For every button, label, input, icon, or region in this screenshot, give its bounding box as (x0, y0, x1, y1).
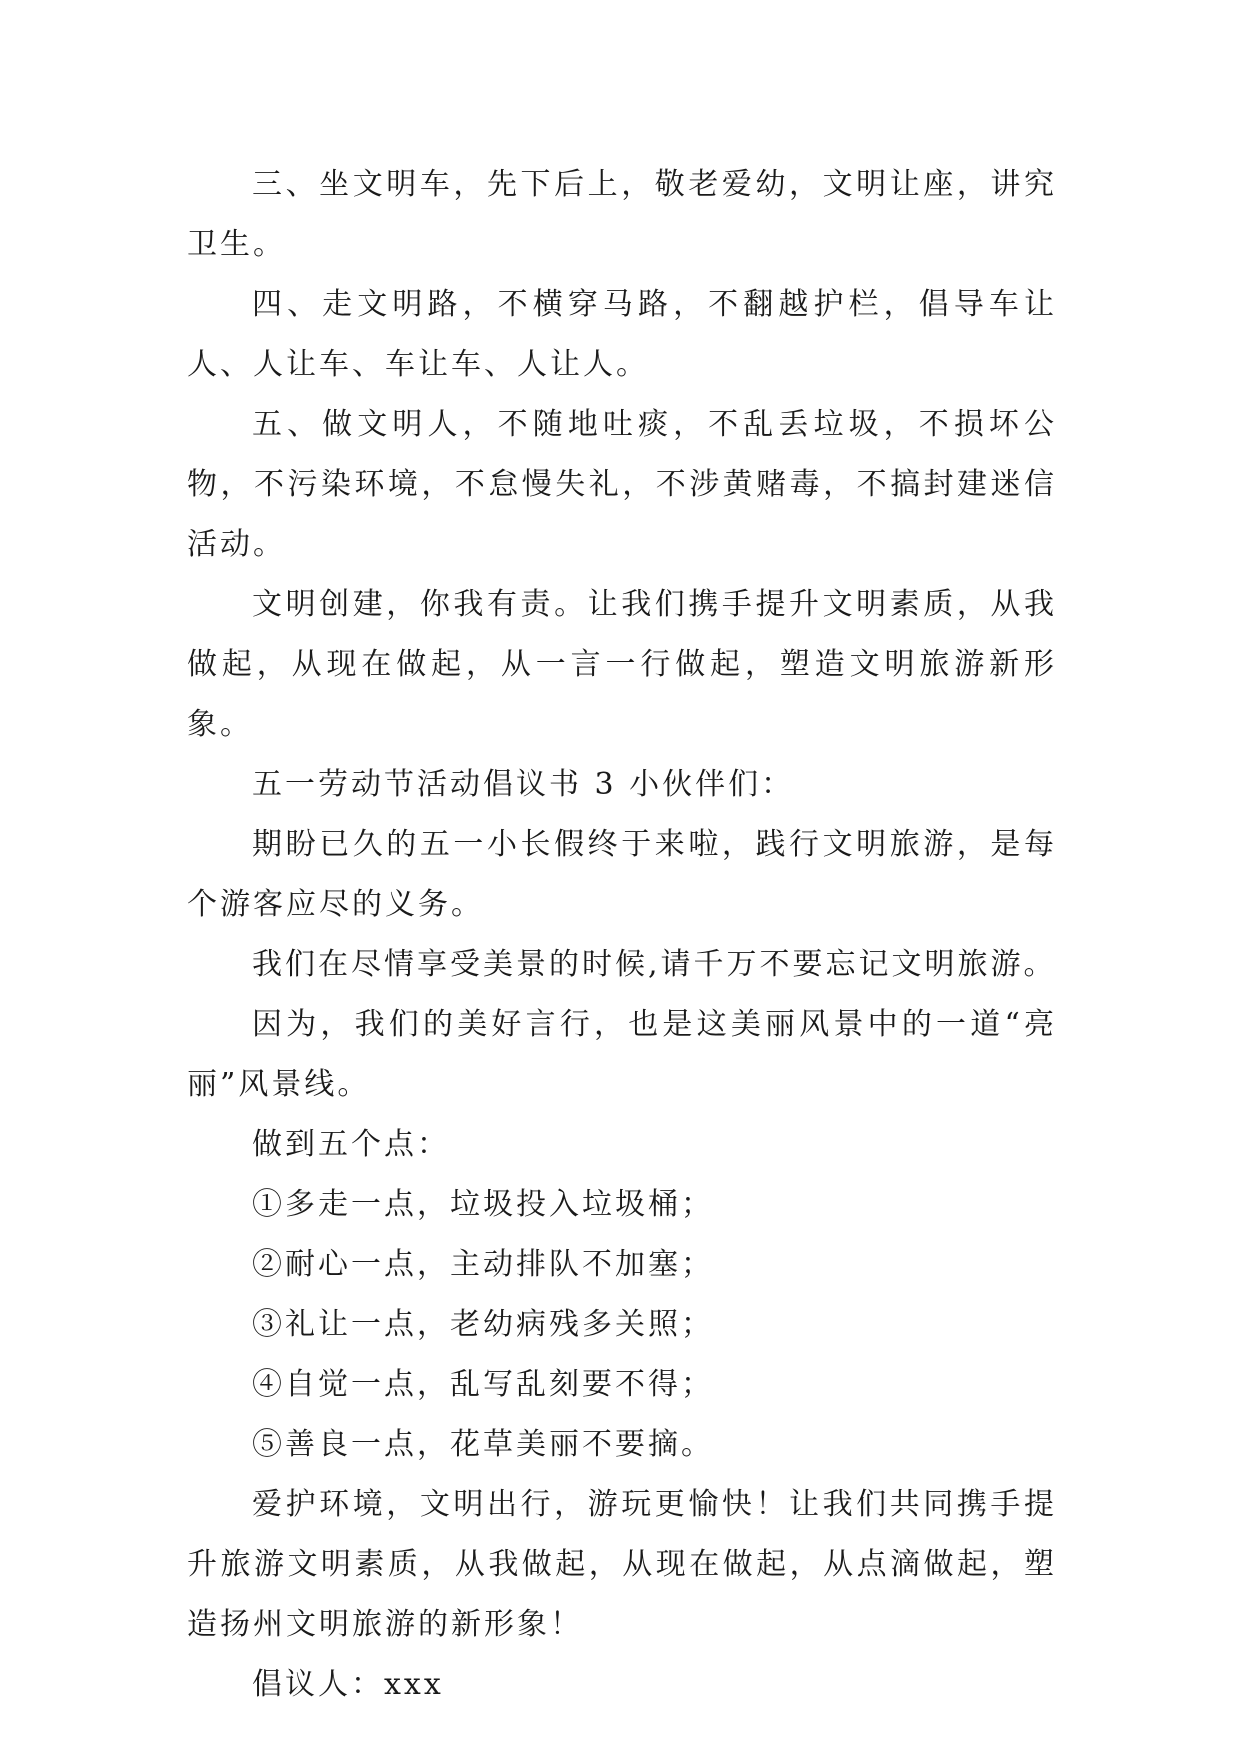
paragraph-second-letter-greeting: 五一劳动节活动倡议书 3 小伙伴们： (252, 767, 795, 802)
paragraph-bright-scenery: 因为，我们的美好言行，也是这美丽风景中的一道“亮丽”风景线。 (187, 1007, 1057, 1102)
paragraph-rule-5: 五、做文明人，不随地吐痰，不乱丢垃圾，不损坏公物，不污染环境，不怠慢失礼，不涉黄赌毒，不搞封建迷信活动。 (187, 407, 1057, 562)
list-item-point-2: ②耐心一点，主动排队不加塞； (252, 1247, 714, 1282)
paragraph-enjoy-scenery: 我们在尽情享受美景的时候,请千万不要忘记文明旅游。 (252, 947, 1057, 982)
paragraph-five-points-heading: 做到五个点： (252, 1127, 450, 1162)
paragraph-rule-4: 四、走文明路，不横穿马路，不翻越护栏，倡导车让人、人让车、车让车、人让人。 (187, 287, 1057, 382)
paragraph-holiday-intro: 期盼已久的五一小长假终于来啦，践行文明旅游，是每个游客应尽的义务。 (187, 827, 1057, 922)
paragraph-closing-call: 文明创建，你我有责。让我们携手提升文明素质，从我做起，从现在做起，从一言一行做起，塑造文明旅游新形象。 (187, 587, 1057, 742)
document-body (187, 155, 1057, 1715)
list-item-point-1: ①多走一点，垃圾投入垃圾桶； (252, 1187, 714, 1222)
signature-line: 倡议人：xxx (252, 1667, 444, 1702)
list-item-point-4: ④自觉一点，乱写乱刻要不得； (252, 1367, 714, 1402)
list-item-point-3: ③礼让一点，老幼病残多关照； (252, 1307, 714, 1342)
paragraph-rule-3: 三、坐文明车，先下后上，敬老爱幼，文明让座，讲究卫生。 (187, 167, 1057, 262)
paragraph-final-call: 爱护环境，文明出行，游玩更愉快！让我们共同携手提升旅游文明素质，从我做起，从现在做起，从点滴做起，塑造扬州文明旅游的新形象！ (187, 1487, 1057, 1642)
list-item-point-5: ⑤善良一点，花草美丽不要摘。 (252, 1427, 714, 1462)
